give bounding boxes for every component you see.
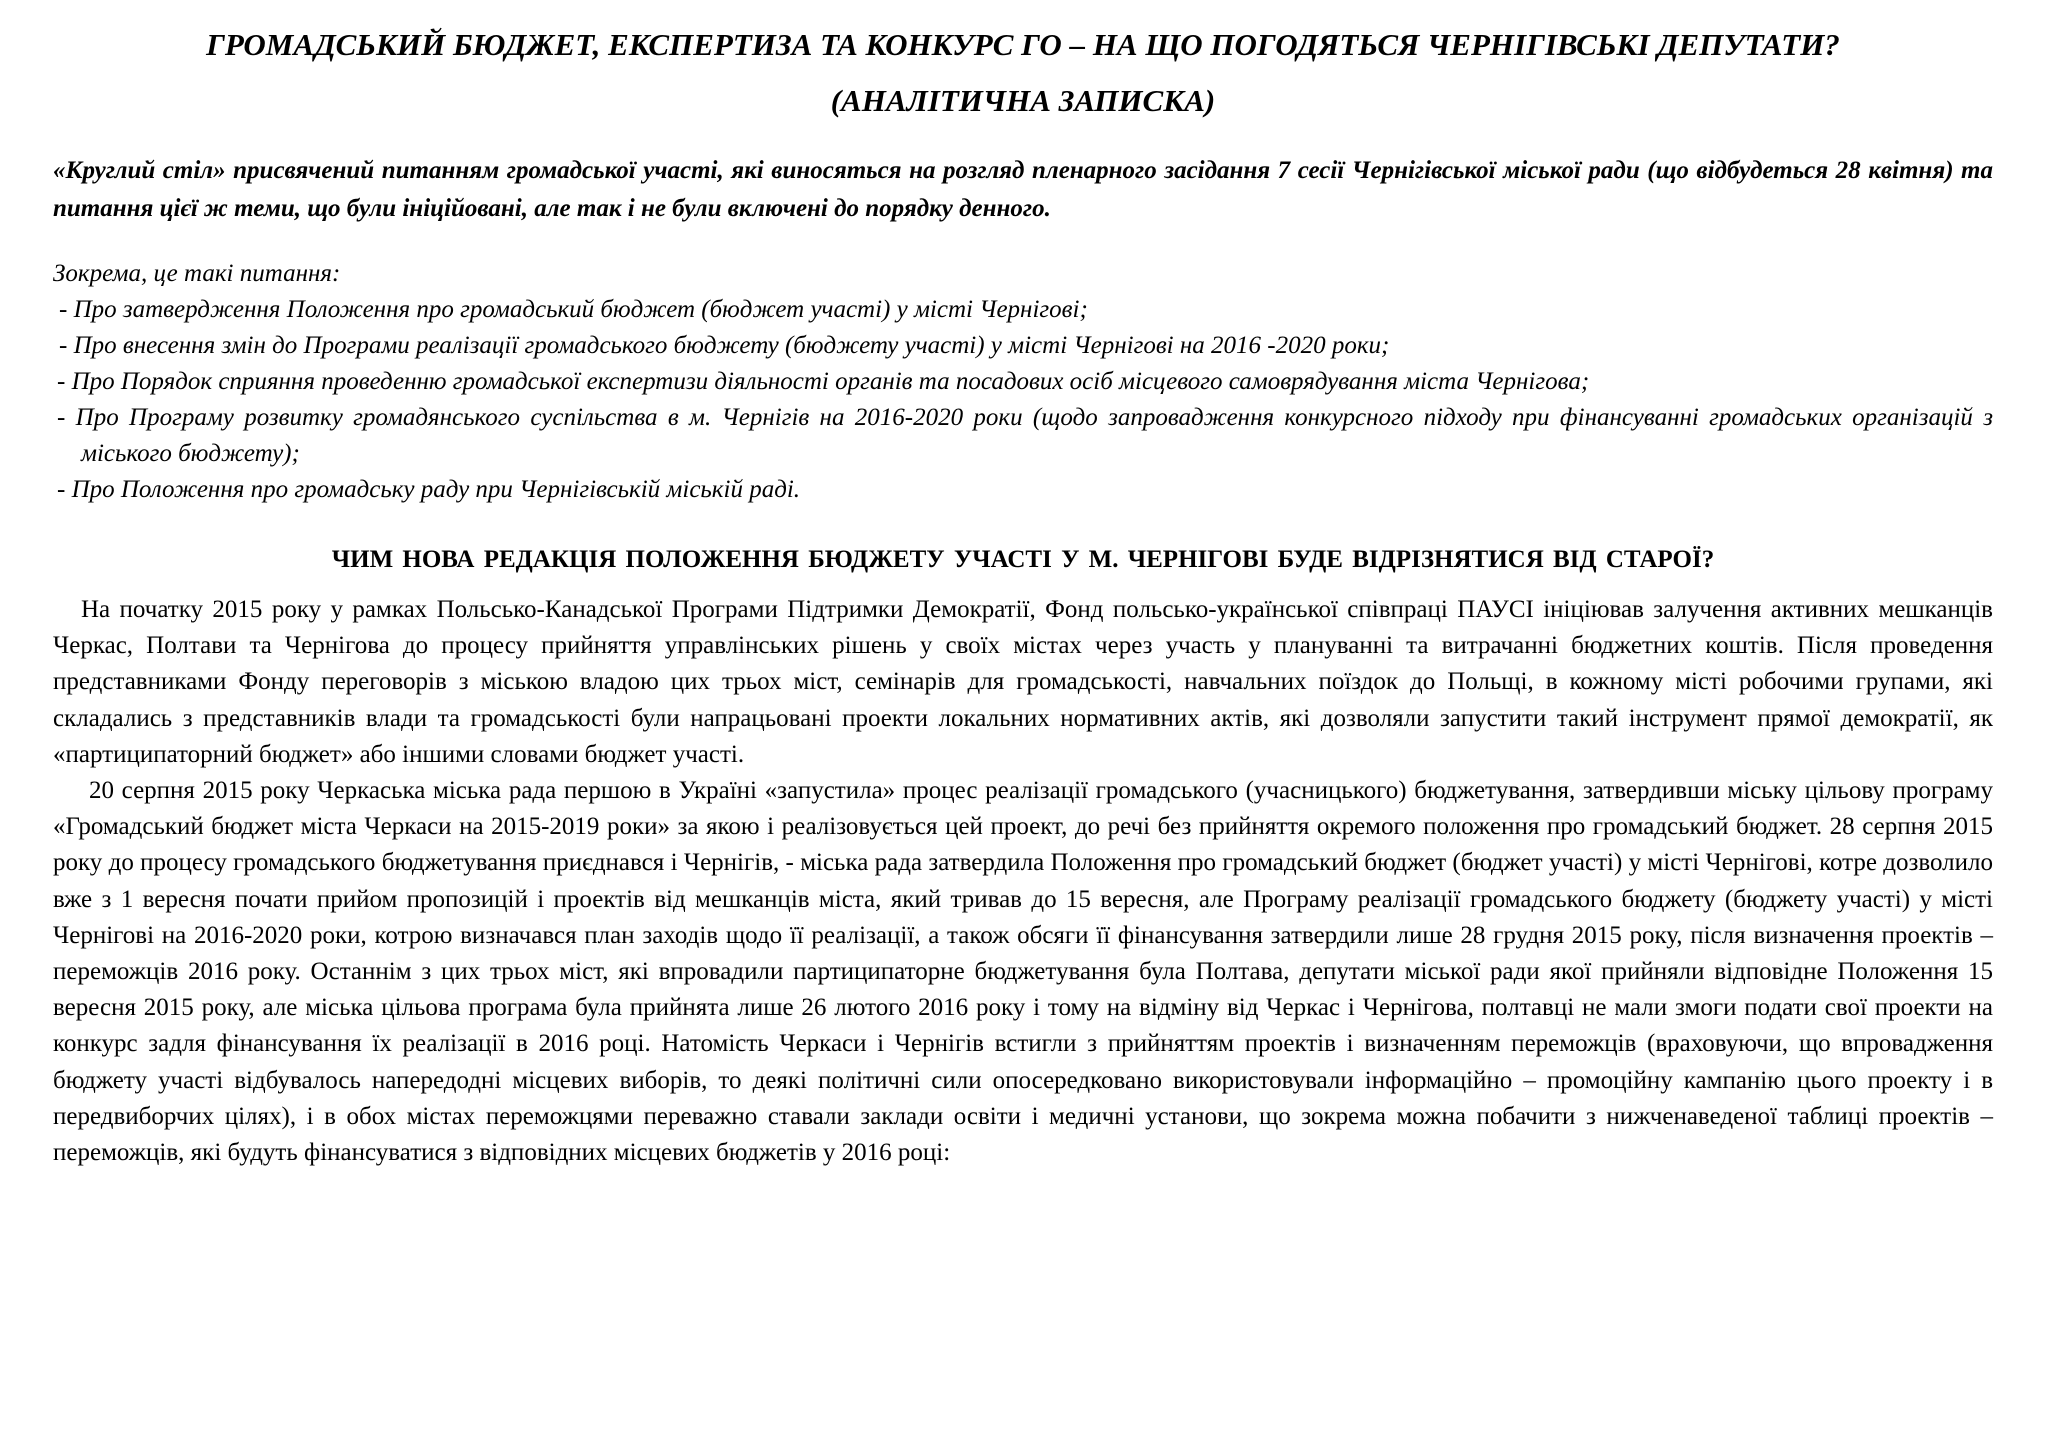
document-title: ГРОМАДСЬКИЙ БЮДЖЕТ, ЕКСПЕРТИЗА ТА КОНКУРС ГО – НА ЩО ПОГОДЯТЬСЯ ЧЕРНІГІВСЬКІ ДЕПУТАТИ? — [206, 27, 1840, 62]
intro-paragraph: «Круглий стіл» присвячений питанням громадської участі, які виносяться на розгляд пленарного засідання 7 сесії Чернігівської міської ради (що відбудеться 28 квітня) та питання цієї ж теми, що були ініційовані, але так і не були включені до порядку денного. — [53, 157, 1993, 222]
list-item: - Про внесення змін до Програми реалізації громадського бюджету (бюджету участі) у місті Чернігові на 2016 -2020 роки; — [59, 332, 1390, 359]
list-item: - Про Положення про громадську раду при Чернігівській міській раді. — [57, 476, 801, 503]
section-heading: ЧИМ НОВА РЕДАКЦІЯ ПОЛОЖЕННЯ БЮДЖЕТУ УЧАСТІ У М. ЧЕРНІГОВІ БУДЕ ВІДРІЗНЯТИСЯ ВІД СТАРОЇ? — [331, 546, 1715, 573]
document-page — [53, 22, 1993, 1171]
body-paragraph-1: На початку 2015 року у рамках Польсько-Канадської Програми Підтримки Демократії, Фонд польсько-української співпраці ПАУСІ ініціював залучення активних мешканців Черкас, Полтави та Чернігова до процесу прийняття управлінських рішень у своїх містах через участь у плануванні та витрачанні бюджетних коштів. Після проведення представниками Фонду переговорів з міською владою цих трьох міст, семінарів для громадськості, навчальних поїздок до Польщі, в кожному місті робочими групами, які складались з представників влади та громадськості були напрацьовані проекти локальних нормативних актів, які дозволяли запустити такий інструмент прямої демократії, як «партиципаторний бюджет» або іншими словами бюджет участі. — [53, 596, 1993, 768]
issues-list — [53, 292, 1993, 508]
list-item: - Про Програму розвитку громадянського суспільства в м. Чернігів на 2016-2020 роки (щодо запровадження конкурсного підходу при фінансуванні громадських організацій з міського бюджету); — [57, 404, 1993, 467]
issues-lead: Зокрема, це такі питання: — [53, 260, 341, 287]
document-subtitle: (АНАЛІТИЧНА ЗАПИСКА) — [830, 83, 1216, 118]
list-item: - Про Порядок сприяння проведенню громадської експертизи діяльності органів та посадових осіб місцевого самоврядування міста Чернігова; — [57, 368, 1590, 395]
list-item: - Про затвердження Положення про громадський бюджет (бюджет участі) у місті Чернігові; — [59, 296, 1088, 323]
body-paragraph-2: 20 серпня 2015 року Черкаська міська рада першою в Україні «запустила» процес реалізації громадського (учасницького) бюджетування, затвердивши міську цільову програму «Громадський бюджет міста Черкаси на 2015-2019 роки» за якою і реалізовується цей проект, до речі без прийняття окремого положення про громадський бюджет. 28 серпня 2015 року до процесу громадського бюджетування приєднався і Чернігів, - міська рада затвердила Положення про громадський бюджет (бюджет участі) у місті Чернігові, котре дозволило вже з 1 вересня почати прийом пропозицій і проектів від мешканців міста, який тривав до 15 вересня, але Програму реалізації громадського бюджету (бюджету участі) у місті Чернігові на 2016-2020 роки, котрою визначався план заходів щодо її реалізації, а також обсяги її фінансування затвердили лише 28 грудня 2015 року, після визначення проектів – переможців 2016 року. Останнім з цих трьох міст, які впровадили партиципаторне бюджетування була Полтава, депутати міської ради якої прийняли відповідне Положення 15 вересня 2015 року, але міська цільова програма була прийнята лише 26 лютого 2016 року і тому на відміну від Черкас і Чернігова, полтавці не мали змоги подати свої проекти на конкурс задля фінансування їх реалізації в 2016 році. Натомість Черкаси і Чернігів встигли з прийняттям проектів і визначенням переможців (враховуючи, що впровадження бюджету участі відбувалось напередодні місцевих виборів, то деякі політичні сили опосередковано використовували інформаційно – промоційну кампанію цього проекту і в передвиборчих цілях), і в обох містах переможцями переважно ставали заклади освіти і медичні установи, що зокрема можна побачити з нижченаведеної таблиці проектів – переможців, які будуть фінансуватися з відповідних місцевих бюджетів у 2016 році: — [53, 777, 1993, 1167]
